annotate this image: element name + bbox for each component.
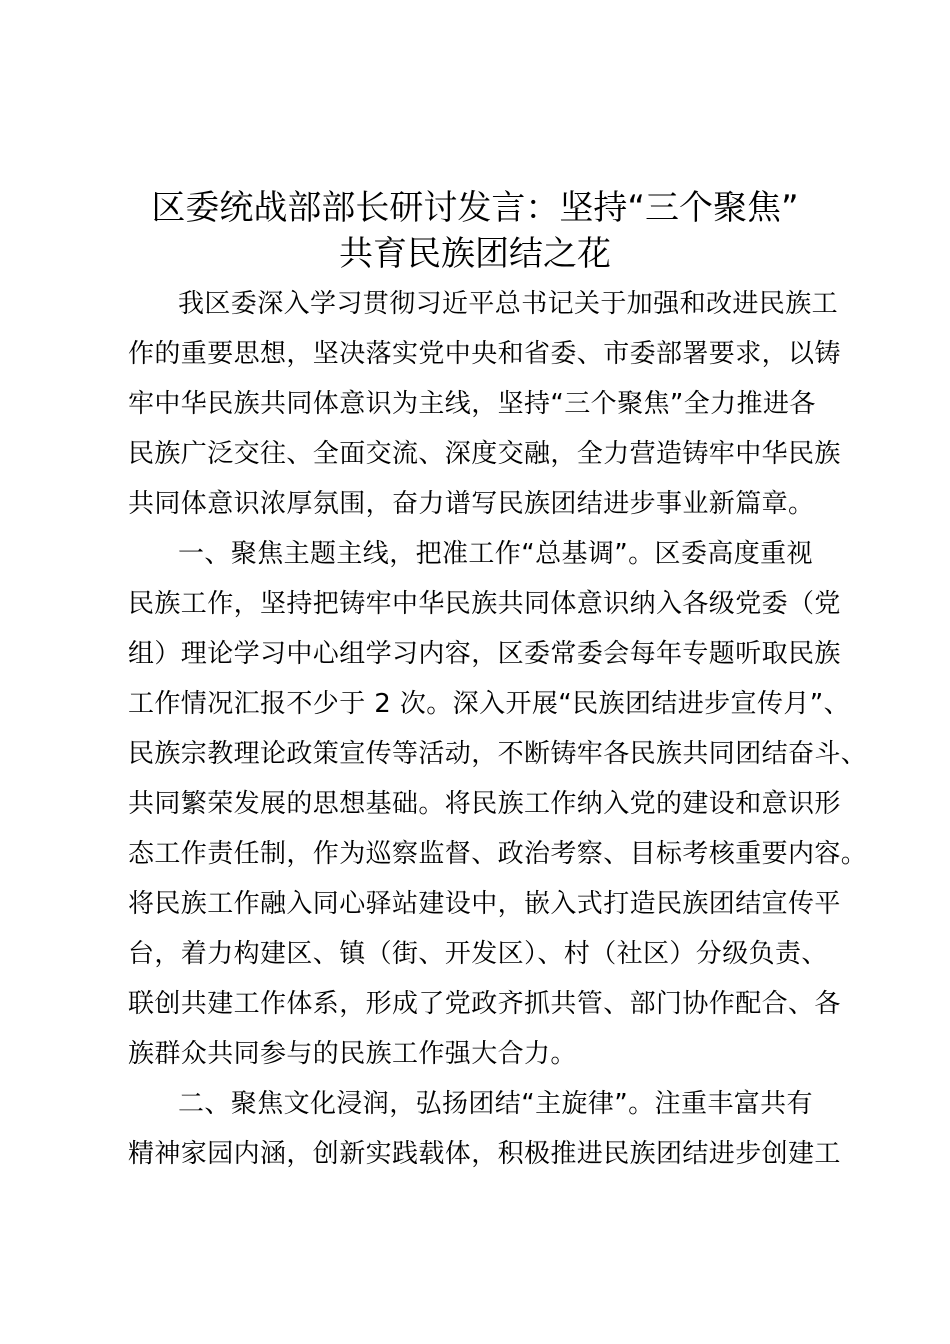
- body-line: 态工作责任制，作为巡察监督、政治考察、目标考核重要内容。: [128, 839, 868, 869]
- body-line: 族群众共同参与的民族工作强大合力。: [128, 1039, 577, 1069]
- body-line: 一、聚焦主题主线，把准工作“总基调”。区委高度重视: [178, 539, 813, 569]
- body-line: 工作情况汇报不少于 2 次。深入开展“民族团结进步宣传月”、: [128, 689, 851, 719]
- body-line: 将民族工作融入同心驿站建设中，嵌入式打造民族团结宣传平: [128, 889, 841, 919]
- body-line: 共同体意识浓厚氛围，奋力谱写民族团结进步事业新篇章。: [128, 489, 815, 519]
- body-line: 牢中华民族共同体意识为主线，坚持“三个聚焦”全力推进各: [128, 389, 816, 419]
- document-title-line-2: 共育民族团结之花: [339, 234, 611, 274]
- body-line: 民族工作，坚持把铸牢中华民族共同体意识纳入各级党委（党: [128, 589, 841, 619]
- body-line: 民族宗教理论政策宣传等活动，不断铸牢各民族共同团结奋斗、: [128, 739, 868, 769]
- body-line: 民族广泛交往、全面交流、深度交融，全力营造铸牢中华民族: [128, 439, 841, 469]
- body-line: 台，着力构建区、镇（街、开发区）、村（社区）分级负责、: [128, 939, 828, 969]
- body-line: 精神家园内涵，创新实践载体，积极推进民族团结进步创建工: [128, 1139, 841, 1169]
- document-title-line-1: 区委统战部部长研讨发言：坚持“三个聚焦”: [151, 188, 799, 228]
- body-line: 联创共建工作体系，形成了党政齐抓共管、部门协作配合、各: [128, 989, 841, 1019]
- body-line: 二、聚焦文化浸润，弘扬团结“主旋律”。注重丰富共有: [178, 1089, 813, 1119]
- body-line: 我区委深入学习贯彻习近平总书记关于加强和改进民族工: [178, 289, 839, 319]
- body-line: 作的重要思想，坚决落实党中央和省委、市委部署要求，以铸: [128, 339, 841, 369]
- body-line: 共同繁荣发展的思想基础。将民族工作纳入党的建设和意识形: [128, 789, 841, 819]
- body-line: 组）理论学习中心组学习内容，区委常委会每年专题听取民族: [128, 639, 841, 669]
